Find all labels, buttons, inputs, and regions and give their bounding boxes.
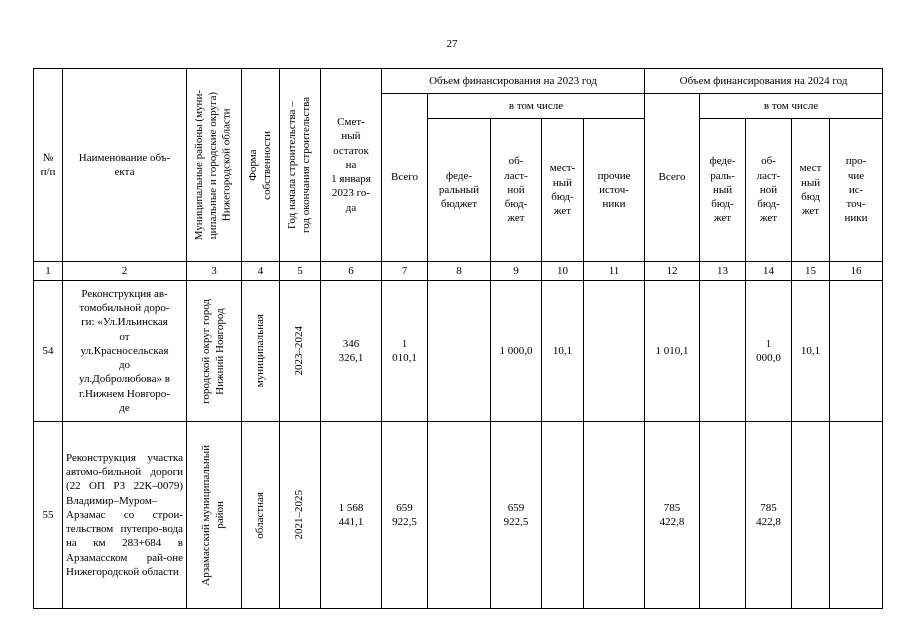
federal-2024-cell (700, 422, 746, 609)
header-including-2023: в том числе (428, 94, 645, 119)
header-regional-2024: об- ласт- ной бюд- жет (746, 119, 792, 262)
total-2023-cell: 659 922,5 (382, 422, 428, 609)
header-federal-2024: феде- раль- ный бюд- жет (700, 119, 746, 262)
object-name: Реконструкция участка автомо-бильной дороги (22 ОП РЗ 22К–0079) Владимир–Муром–Арзамас со строи-тельством путепро-вода на км 283+684 в Арзамасском рай-оне Нижегородской области (63, 422, 187, 609)
total-2024-cell: 785 422,8 (645, 422, 700, 609)
header-other-2023: прочие источ- ники (584, 119, 645, 262)
local-2024-cell (792, 422, 830, 609)
district-cell: городской округ город Нижний Новгород (187, 281, 242, 422)
header-federal-2023: феде- ральный бюджет (428, 119, 491, 262)
federal-2024-cell (700, 281, 746, 422)
column-number: 5 (280, 262, 321, 281)
column-number: 10 (542, 262, 584, 281)
other-2023-cell (584, 422, 645, 609)
column-number: 12 (645, 262, 700, 281)
row-num: 55 (34, 422, 63, 609)
header-name: Наименование объ- екта (63, 69, 187, 262)
page-number: 27 (446, 38, 458, 50)
row-num: 54 (34, 281, 63, 422)
table-row (34, 422, 883, 609)
local-2023-cell (542, 422, 584, 609)
regional-2023-cell: 659 922,5 (491, 422, 542, 609)
column-number-row (34, 262, 883, 281)
header-other-2024: про- чие ис- точ- ники (830, 119, 883, 262)
other-2024-cell (830, 281, 883, 422)
header-fin-2023: Объем финансирования на 2023 год (382, 69, 645, 94)
header-total-2024: Всего (645, 94, 700, 262)
years-cell: 2023–2024 (280, 281, 321, 422)
column-number: 4 (242, 262, 280, 281)
column-number: 11 (584, 262, 645, 281)
column-number: 14 (746, 262, 792, 281)
header-total-2023: Всего (382, 94, 428, 262)
financing-table (33, 68, 883, 609)
district-cell: Арзамасский муниципальный район (187, 422, 242, 609)
local-2024-cell: 10,1 (792, 281, 830, 422)
local-2023-cell: 10,1 (542, 281, 584, 422)
column-number: 15 (792, 262, 830, 281)
ownership-cell: муниципальная (242, 281, 280, 422)
header-ownership: Форма собственности (242, 69, 280, 262)
column-number: 1 (34, 262, 63, 281)
object-name: Реконструкция ав- томобильной доро- ги: «Ул.Ильинская от ул.Красносельская до ул.Добролюбова» в г.Нижнем Новгоро- де (63, 281, 187, 422)
header-district: Муниципальные районы (муни- ципальные и городские округа) Нижегородской области (187, 69, 242, 262)
regional-2023-cell: 1 000,0 (491, 281, 542, 422)
table-row (34, 281, 883, 422)
column-number: 3 (187, 262, 242, 281)
remainder-cell: 1 568 441,1 (321, 422, 382, 609)
header-remainder: Смет- ный остаток на 1 января 2023 го- да (321, 69, 382, 262)
regional-2024-cell: 785 422,8 (746, 422, 792, 609)
federal-2023-cell (428, 281, 491, 422)
column-number: 2 (63, 262, 187, 281)
ownership-cell: областная (242, 422, 280, 609)
other-2024-cell (830, 422, 883, 609)
federal-2023-cell (428, 422, 491, 609)
total-2023-cell: 1 010,1 (382, 281, 428, 422)
header-including-2024: в том числе (700, 94, 883, 119)
column-number: 13 (700, 262, 746, 281)
header-num: № п/п (34, 69, 63, 262)
column-number: 9 (491, 262, 542, 281)
column-number: 6 (321, 262, 382, 281)
other-2023-cell (584, 281, 645, 422)
header-local-2024: мест ный бюд жет (792, 119, 830, 262)
header-years: Год начала строительства – год окончания строительства (280, 69, 321, 262)
column-number: 16 (830, 262, 883, 281)
column-number: 8 (428, 262, 491, 281)
remainder-cell: 346 326,1 (321, 281, 382, 422)
header-local-2023: мест- ный бюд- жет (542, 119, 584, 262)
regional-2024-cell: 1 000,0 (746, 281, 792, 422)
header-regional-2023: об- ласт- ной бюд- жет (491, 119, 542, 262)
years-cell: 2021–2025 (280, 422, 321, 609)
total-2024-cell: 1 010,1 (645, 281, 700, 422)
column-number: 7 (382, 262, 428, 281)
header-fin-2024: Объем финансирования на 2024 год (645, 69, 883, 94)
